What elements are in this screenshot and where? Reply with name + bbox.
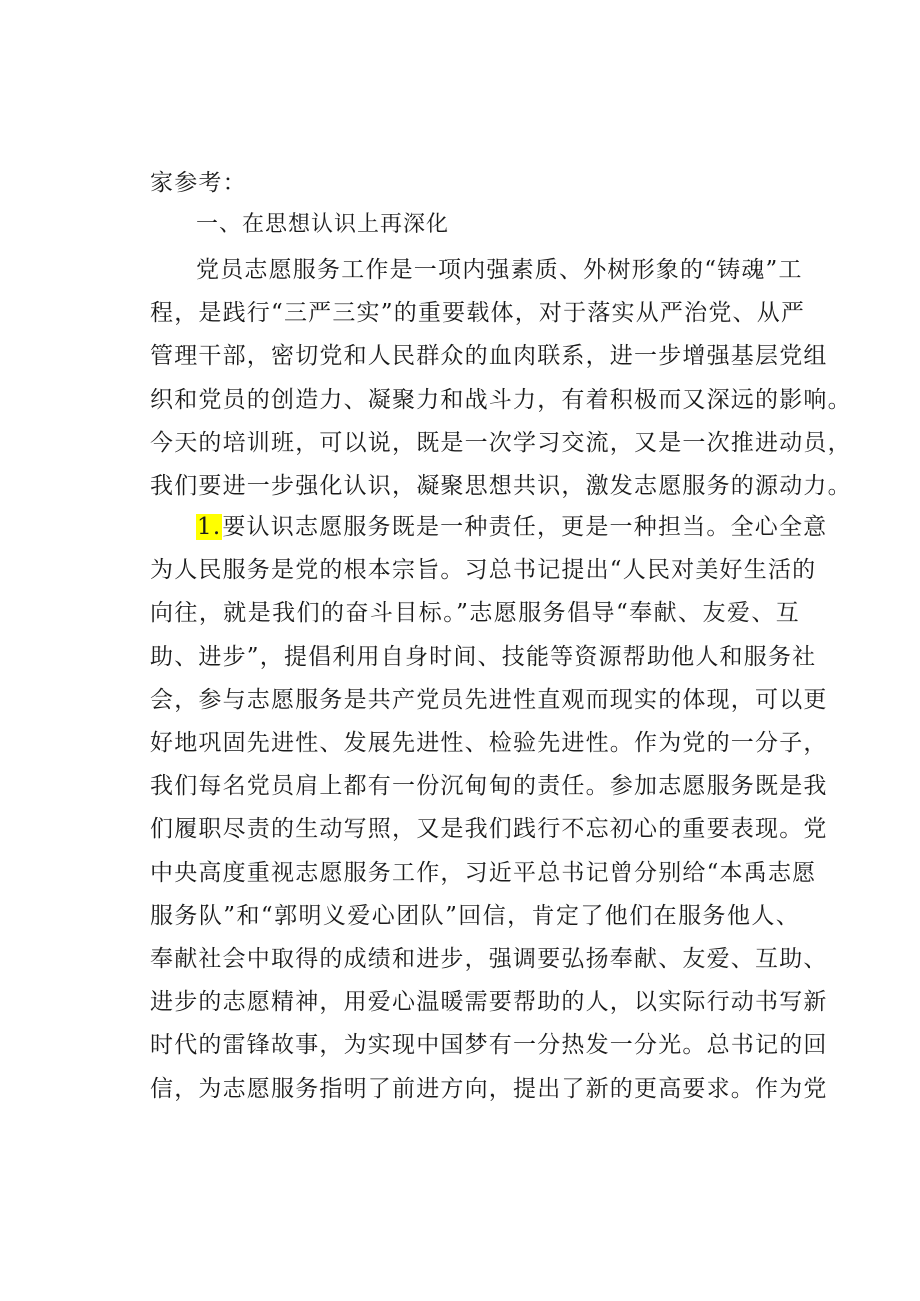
paragraph-2-line: 们履职尽责的生动写照，又是我们践行不忘初心的重要表现。党 [150, 816, 828, 843]
paragraph-2-line: 向往，就是我们的奋斗目标。”志愿服务倡导“奉献、友爱、互 [150, 600, 800, 627]
paragraph-2-line: 助、进步”，提倡利用自身时间、技能等资源帮助他人和服务社 [150, 643, 817, 670]
paragraph-1-line: 我们要进一步强化认识，凝聚思想共识，激发志愿服务的源动力。 [150, 473, 852, 499]
paragraph-2-line: 时代的雷锋故事，为实现中国梦有一分热发一分光。总书记的回 [150, 1032, 828, 1059]
paragraph-1-line: 管理干部，密切党和人民群众的血肉联系，进一步增强基层党组 [150, 343, 828, 370]
highlighted-number: 1. [197, 514, 222, 540]
paragraph-1-line: 党员志愿服务工作是一项内强素质、外树形象的“铸魂”工 [196, 257, 803, 283]
paragraph-1-line: 程，是践行“三严三实”的重要载体，对于落实从严治党、从严 [150, 300, 806, 327]
paragraph-2-line: 为人民服务是党的根本宗旨。习总书记提出“人民对美好生活的 [150, 557, 817, 584]
paragraph-2-line: 会，参与志愿服务是共产党员先进性直观而现实的体现，可以更 [150, 686, 828, 713]
paragraph-2-line: 服务队”和“郭明义爱心团队”回信，肯定了他们在服务他人、 [150, 902, 800, 929]
intro-fragment: 家参考： [150, 170, 247, 196]
paragraph-2-line: 奉献社会中取得的成绩和进步，强调要弘扬奉献、友爱、互助、 [150, 946, 828, 972]
paragraph-1-line: 织和党员的创造力、凝聚力和战斗力，有着积极而又深远的影响。 [150, 386, 852, 413]
paragraph-2-line: 我们每名党员肩上都有一份沉甸甸的责任。参加志愿服务既是我 [150, 773, 828, 800]
paragraph-2-first-line [196, 512, 828, 542]
paragraph-2-line: 进步的志愿精神，用爱心温暖需要帮助的人，以实际行动书写新 [150, 989, 828, 1016]
paragraph-2-line: 中央高度重视志愿服务工作，习近平总书记曾分别给“本禹志愿 [150, 859, 817, 886]
paragraph-2-line: 要认识志愿服务既是一种责任，更是一种担当。全心全意 [222, 514, 828, 540]
paragraph-1-line: 今天的培训班，可以说，既是一次学习交流，又是一次推进动员， [150, 429, 852, 456]
paragraph-2-line: 信，为志愿服务指明了前进方向，提出了新的更高要求。作为党 [150, 1075, 828, 1102]
paragraph-2-line: 好地巩固先进性、发展先进性、检验先进性。作为党的一分子， [150, 730, 828, 756]
section-heading: 一、在思想认识上再深化 [196, 212, 450, 237]
